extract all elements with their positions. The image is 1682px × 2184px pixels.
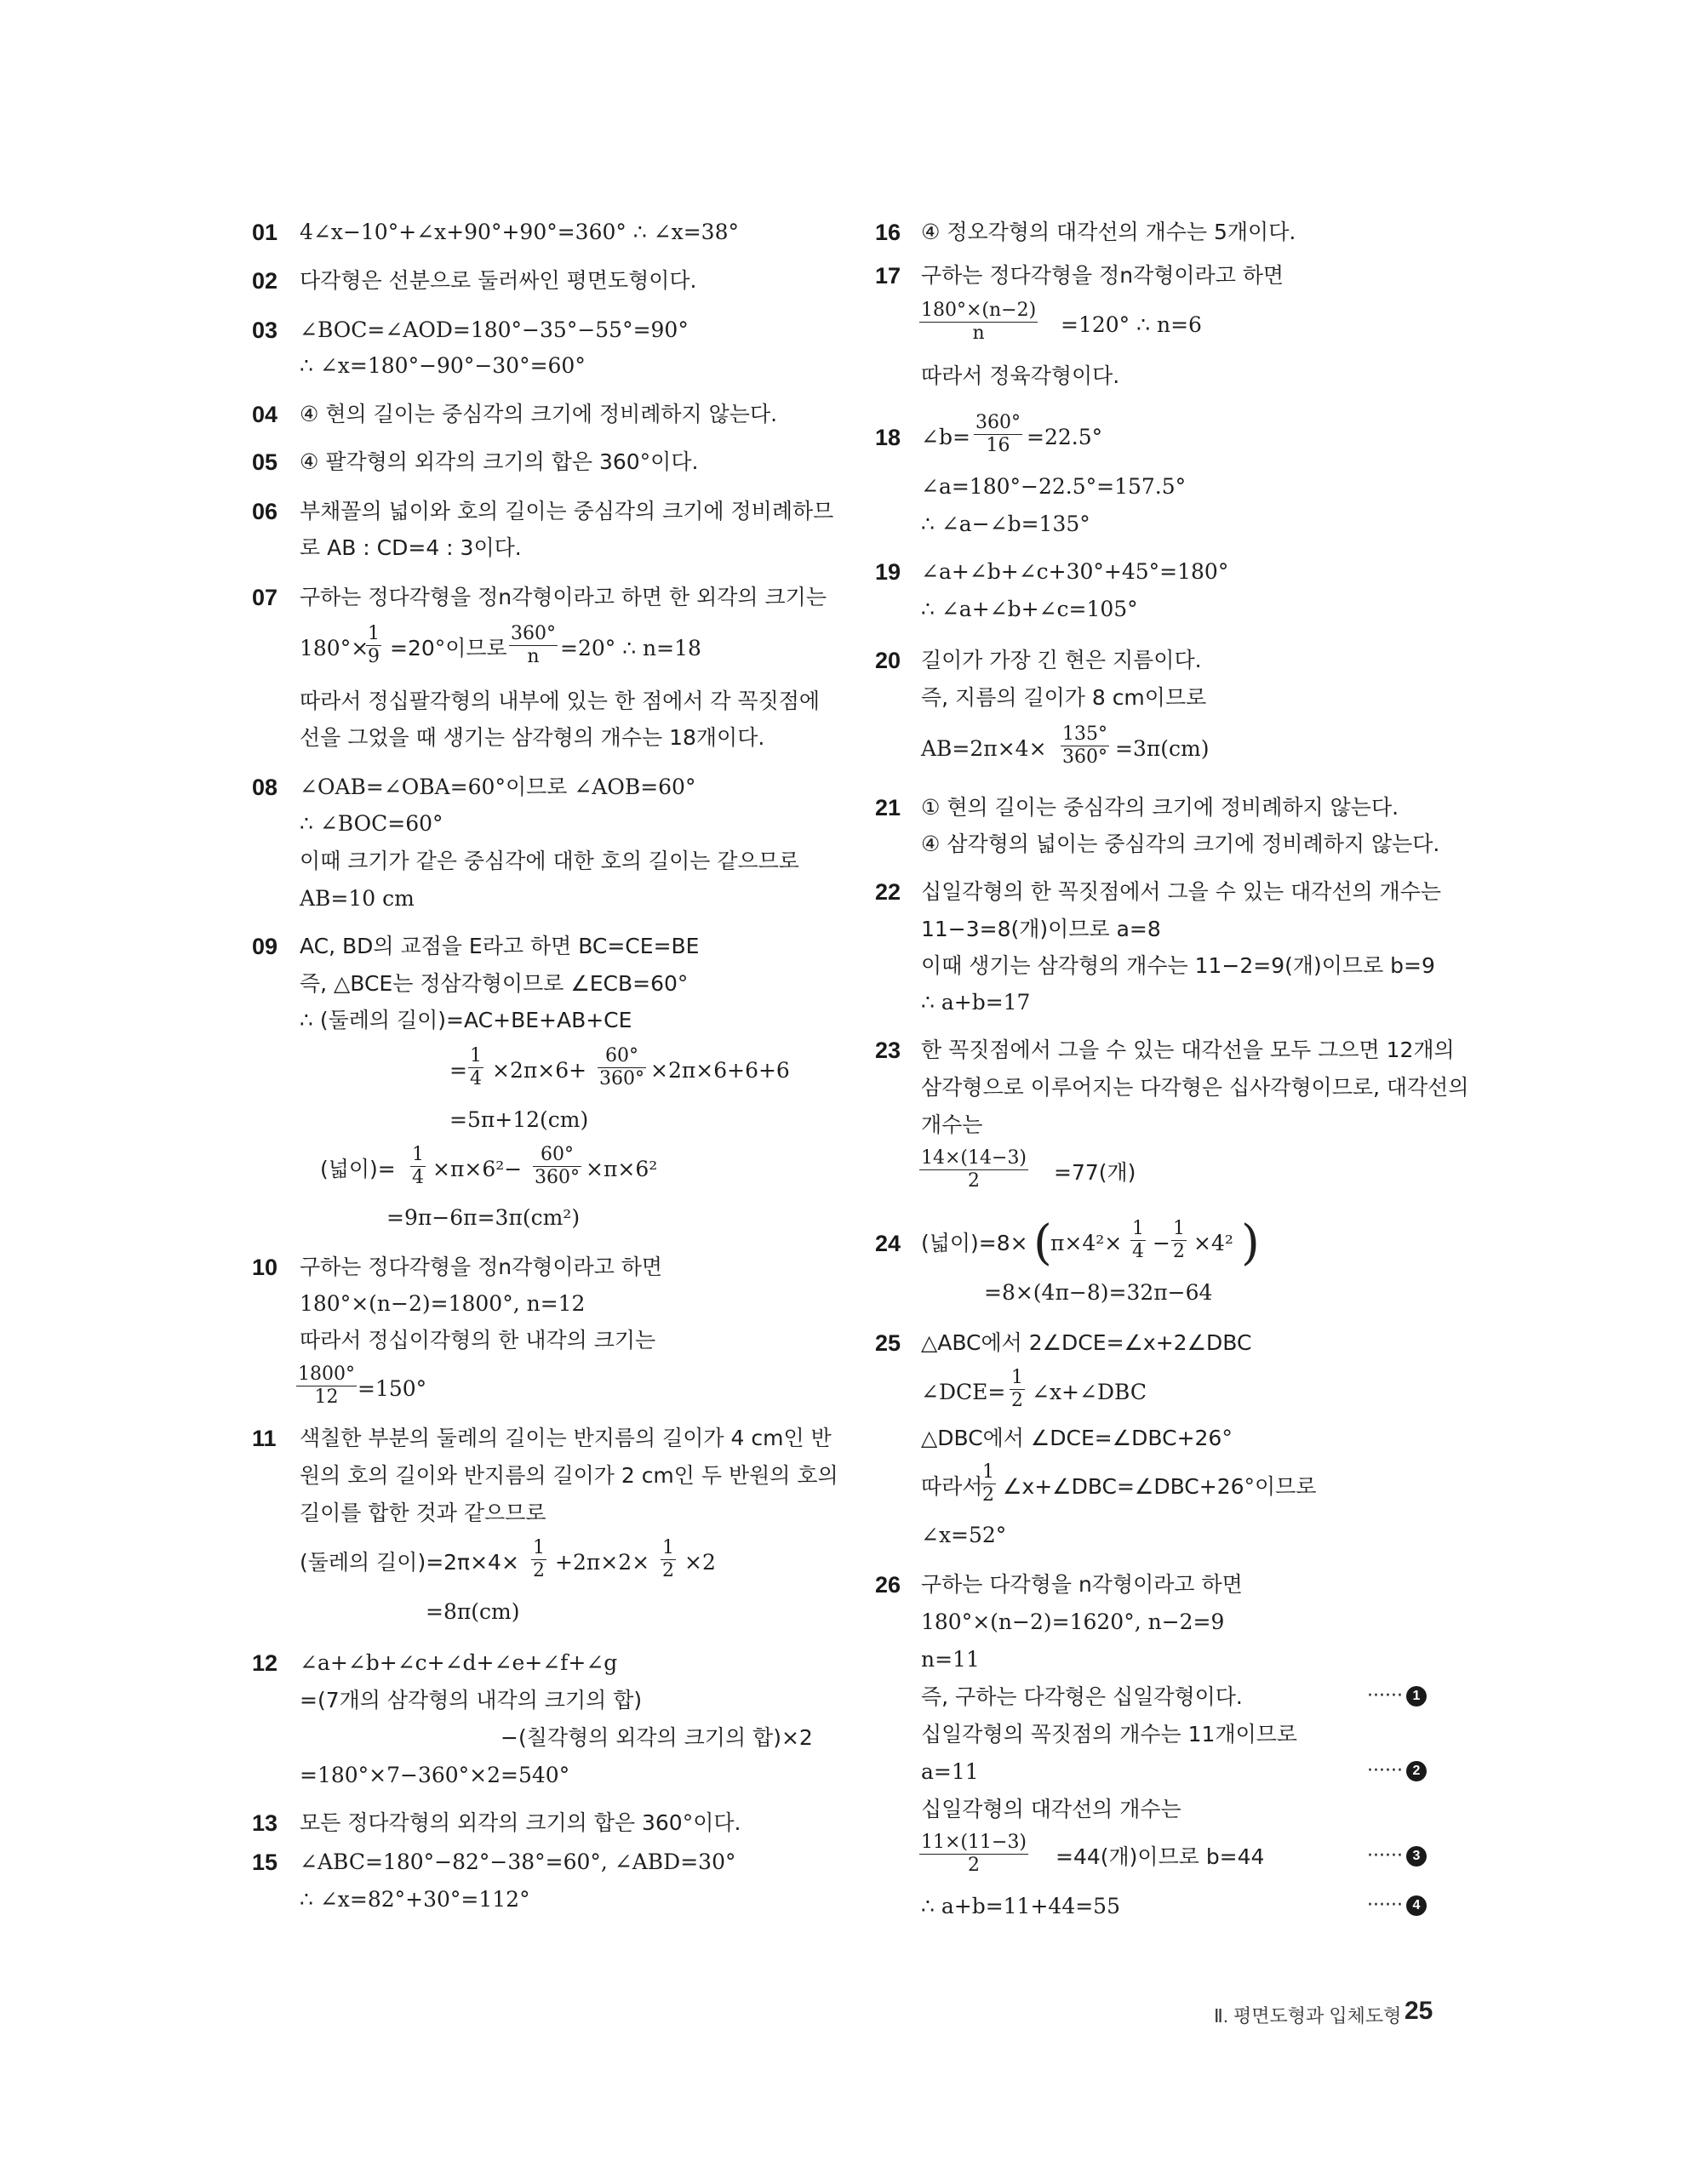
solution-line: 이때 생기는 삼각형의 개수는 11−2=9(개)이므로 b=9 xyxy=(921,953,1435,978)
problem-number: 11 xyxy=(252,1426,277,1451)
solution-line: − xyxy=(1153,1231,1170,1255)
solution-line: ×2π×6+6+6 xyxy=(650,1058,790,1083)
solution-line: ∴ ∠x=180°−90°−30°=60° xyxy=(300,353,586,378)
solution-line: 이때 크기가 같은 중심각에 대한 호의 길이는 같으므로 xyxy=(300,849,799,873)
solution-line: (넓이)=8× xyxy=(921,1231,1028,1255)
fraction: $\frac{60^\circ}{360^\circ}$ xyxy=(535,1144,580,1188)
fraction: $\frac{1}{9}$ xyxy=(368,623,380,667)
problem-number: 16 xyxy=(875,220,901,245)
solution-line: 십일각형의 한 꼭짓점에서 그을 수 있는 대각선의 개수는 xyxy=(921,879,1442,904)
solution-line: n=11 xyxy=(921,1647,980,1672)
solution-line: =20°이므로 xyxy=(390,636,507,660)
fraction: $\frac{1}{2}$ xyxy=(982,1461,994,1506)
solution-line: =180°×7−360°×2=540° xyxy=(300,1763,570,1787)
fraction: $\frac{1}{4}$ xyxy=(470,1045,482,1089)
solution-line: ∴ a+b=11+44=55 xyxy=(921,1894,1120,1918)
score-marker-2: ······ 2 xyxy=(1367,1760,1427,1781)
solution-line: 원의 호의 길이와 반지름의 길이가 2 cm인 두 반원의 호의 xyxy=(300,1463,838,1488)
problem-number: 01 xyxy=(252,220,278,245)
problem-number: 23 xyxy=(875,1038,901,1063)
solution-line: =44(개)이므로 b=44 xyxy=(1056,1844,1265,1869)
solution-line: a=11 xyxy=(921,1759,979,1784)
problem-number: 19 xyxy=(875,559,901,585)
problem-number: 08 xyxy=(252,775,278,800)
solution-line: 따라서 xyxy=(921,1474,983,1499)
solution-line: ∠ABC=180°−82°−38°=60°, ∠ABD=30° xyxy=(300,1850,736,1874)
solution-line: =5π+12(cm) xyxy=(449,1107,589,1132)
section-title: Ⅱ. 평면도형과 입체도형 xyxy=(1214,2005,1402,2027)
solution-line: =120° ∴ n=6 xyxy=(1061,312,1202,337)
fraction: $\frac{1}{4}$ xyxy=(412,1144,424,1188)
solution-line: (넓이)= xyxy=(320,1157,396,1181)
solution-line: 선을 그었을 때 생기는 삼각형의 개수는 18개이다. xyxy=(300,725,765,750)
solution-line: ×π×6² xyxy=(586,1157,658,1181)
solution-line: AC, BD의 교점을 E라고 하면 BC=CE=BE xyxy=(300,934,700,958)
solution-line: 로 AB : CD=4 : 3이다. xyxy=(300,535,522,560)
solution-line: =3π(cm) xyxy=(1115,736,1210,761)
problem-number: 13 xyxy=(252,1810,278,1836)
solution-line: ∠x=52° xyxy=(921,1523,1007,1547)
fraction: $\frac{1}{2}$ xyxy=(1173,1218,1185,1262)
solution-line: =(7개의 삼각형의 내각의 크기의 합) xyxy=(300,1688,643,1712)
circled-number-icon: 3 xyxy=(1406,1846,1427,1867)
solution-line: 180°×(n−2)=1620°, n−2=9 xyxy=(921,1609,1225,1634)
big-paren-open: ( xyxy=(1033,1215,1052,1271)
solution-line: =9π−6π=3π(cm²) xyxy=(386,1205,581,1230)
solution-line: =8×(4π−8)=32π−64 xyxy=(984,1280,1213,1305)
solution-line: 따라서 정십이각형의 한 내각의 크기는 xyxy=(300,1328,656,1352)
fraction: $\frac{135^\circ}{360^\circ}$ xyxy=(1062,723,1107,768)
solution-line: 180°× xyxy=(300,636,369,660)
problem-number: 22 xyxy=(875,879,901,905)
fraction: $\frac{1800^\circ}{12}$ xyxy=(298,1364,355,1408)
solution-line: −(칠각형의 외각의 크기의 합)×2 xyxy=(501,1725,813,1750)
score-marker-4: ······ 4 xyxy=(1367,1895,1427,1916)
solution-line: 따라서 정십팔각형의 내부에 있는 한 점에서 각 꼭짓점에 xyxy=(300,689,821,713)
solution-line: 즉, △BCE는 정삼각형이므로 ∠ECB=60° xyxy=(300,971,689,996)
page-number: 25 xyxy=(1405,1997,1433,2025)
fraction: $\frac{360^\circ}{n}$ xyxy=(511,623,556,667)
solution-line: 십일각형의 대각선의 개수는 xyxy=(921,1797,1181,1821)
solution-line: =150° xyxy=(358,1376,427,1401)
problem-number: 02 xyxy=(252,268,278,294)
solution-line: +2π×2× xyxy=(555,1550,650,1575)
solution-line: ∴ ∠BOC=60° xyxy=(300,811,443,836)
solution-line: ④ 정오각형의 대각선의 개수는 5개이다. xyxy=(921,220,1296,244)
solution-line: ×4² xyxy=(1193,1231,1233,1255)
solution-line: 구하는 정다각형을 정n각형이라고 하면 한 외각의 크기는 xyxy=(300,585,827,609)
solution-line: π×4²× xyxy=(1050,1231,1123,1255)
solution-line: 개수는 xyxy=(921,1112,983,1137)
fraction: $\frac{1}{2}$ xyxy=(1011,1367,1023,1411)
solution-line: ∴ ∠x=82°+30°=112° xyxy=(300,1887,530,1912)
problem-number: 03 xyxy=(252,317,278,343)
solution-line: ∴ ∠a−∠b=135° xyxy=(921,512,1090,536)
circled-number-icon: 1 xyxy=(1406,1686,1427,1707)
solution-line: ④ 현의 길이는 중심각의 크기에 정비례하지 않는다. xyxy=(300,402,778,426)
solution-line: 모든 정다각형의 외각의 크기의 합은 360°이다. xyxy=(300,1810,741,1835)
solution-line: 즉, 지름의 길이가 8 cm이므로 xyxy=(921,685,1207,710)
solution-line: ×π×6²− xyxy=(432,1157,523,1181)
solution-line: 삼각형으로 이루어지는 다각형은 십사각형이므로, 대각선의 xyxy=(921,1075,1469,1100)
solution-line: ∴ ∠a+∠b+∠c=105° xyxy=(921,597,1138,621)
solution-line: AB=2π×4× xyxy=(921,736,1047,761)
problem-number: 09 xyxy=(252,934,278,959)
solution-line: 십일각형의 꼭짓점의 개수는 11개이므로 xyxy=(921,1722,1298,1747)
solution-line: ④ 삼각형의 넓이는 중심각의 크기에 정비례하지 않는다. xyxy=(921,832,1440,856)
problem-number: 18 xyxy=(875,425,901,450)
problem-number: 25 xyxy=(875,1330,901,1356)
solution-line: =22.5° xyxy=(1027,425,1103,449)
solution-line: 4∠x−10°+∠x+90°+90°=360° ∴ ∠x=38° xyxy=(300,220,739,244)
solution-line: ④ 팔각형의 외각의 크기의 합은 360°이다. xyxy=(300,449,699,474)
score-marker-3: ······ 3 xyxy=(1367,1845,1427,1867)
solution-line: 다각형은 선분으로 둘러싸인 평면도형이다. xyxy=(300,268,697,293)
solution-line: △ABC에서 2∠DCE=∠x+2∠DBC xyxy=(921,1330,1252,1355)
solution-line: =8π(cm) xyxy=(426,1599,520,1624)
fraction: $\frac{60^\circ}{360^\circ}$ xyxy=(599,1045,644,1089)
fraction: $\frac{11\times(11-3)}{2}$ xyxy=(921,1832,1027,1876)
solution-line: ∠a+∠b+∠c+30°+45°=180° xyxy=(921,559,1229,584)
problem-number: 17 xyxy=(875,263,901,289)
big-paren-close: ) xyxy=(1241,1215,1260,1271)
problem-number: 07 xyxy=(252,585,278,610)
problem-number: 12 xyxy=(252,1650,278,1676)
solution-line: ∴ a+b=17 xyxy=(921,990,1031,1015)
solution-line: AB=10 cm xyxy=(300,886,415,911)
problem-number: 04 xyxy=(252,402,278,427)
solution-line: 구하는 다각형을 n각형이라고 하면 xyxy=(921,1572,1243,1597)
solution-line: 따라서 정육각형이다. xyxy=(921,363,1120,388)
solution-line: ∠b= xyxy=(921,425,970,449)
problem-number: 20 xyxy=(875,648,901,673)
problem-number: 15 xyxy=(252,1850,278,1875)
problem-number: 10 xyxy=(252,1255,278,1280)
solution-line: 색칠한 부분의 둘레의 길이는 반지름의 길이가 4 cm인 반 xyxy=(300,1426,832,1450)
fraction: $\frac{14\times(14-3)}{2}$ xyxy=(921,1147,1027,1192)
solution-line: ∴ (둘레의 길이)=AC+BE+AB+CE xyxy=(300,1008,632,1032)
solution-line: 즉, 구하는 다각형은 십일각형이다. xyxy=(921,1684,1243,1709)
solution-line: ∠BOC=∠AOD=180°−35°−55°=90° xyxy=(300,317,689,342)
problem-number: 06 xyxy=(252,499,278,524)
solution-line: = xyxy=(449,1058,467,1083)
fraction: $\frac{1}{4}$ xyxy=(1132,1218,1144,1262)
solution-line: ∠x+∠DBC xyxy=(1032,1380,1147,1404)
fraction: $\frac{1}{2}$ xyxy=(662,1537,674,1581)
solution-line: ×2π×6+ xyxy=(492,1058,587,1083)
problem-number: 26 xyxy=(875,1572,901,1598)
fraction: $\frac{180^\circ\times(n-2)}{n}$ xyxy=(921,300,1037,344)
solution-line: △DBC에서 ∠DCE=∠DBC+26° xyxy=(921,1426,1233,1450)
solution-line: =77(개) xyxy=(1054,1160,1136,1185)
solution-line: 구하는 정다각형을 정n각형이라고 하면 xyxy=(921,263,1284,288)
problem-number: 24 xyxy=(875,1231,901,1256)
solution-line: ×2 xyxy=(684,1550,716,1575)
solution-line: 길이가 가장 긴 현은 지름이다. xyxy=(921,648,1202,672)
problem-number: 21 xyxy=(875,795,901,820)
solution-line: ∠a=180°−22.5°=157.5° xyxy=(921,474,1187,499)
solution-line: ∠x+∠DBC=∠DBC+26°이므로 xyxy=(1003,1474,1317,1499)
solution-line: 부채꼴의 넓이와 호의 길이는 중심각의 크기에 정비례하므 xyxy=(300,499,834,523)
solution-line: ① 현의 길이는 중심각의 크기에 정비례하지 않는다. xyxy=(921,795,1399,820)
solution-line: 길이를 합한 것과 같으므로 xyxy=(300,1501,546,1525)
solution-line: ∠DCE= xyxy=(921,1380,1006,1404)
solution-line: 한 꼭짓점에서 그을 수 있는 대각선을 모두 그으면 12개의 xyxy=(921,1038,1455,1062)
solution-line: (둘레의 길이)=2π×4× xyxy=(300,1550,519,1575)
solution-line: ∠a+∠b+∠c+∠d+∠e+∠f+∠g xyxy=(300,1650,618,1675)
solution-line: =20° ∴ n=18 xyxy=(560,636,701,660)
circled-number-icon: 4 xyxy=(1406,1895,1427,1916)
solution-line: 구하는 정다각형을 정n각형이라고 하면 xyxy=(300,1255,663,1279)
solution-line: ∠OAB=∠OBA=60°이므로 ∠AOB=60° xyxy=(300,775,696,799)
fraction: $\frac{1}{2}$ xyxy=(533,1537,545,1581)
score-marker-1: ······ 1 xyxy=(1367,1685,1427,1707)
solution-line: 11−3=8(개)이므로 a=8 xyxy=(921,917,1161,941)
fraction: $\frac{360^\circ}{16}$ xyxy=(975,412,1021,456)
problem-number: 05 xyxy=(252,449,278,475)
circled-number-icon: 2 xyxy=(1406,1761,1427,1781)
solution-line: 180°×(n−2)=1800°, n=12 xyxy=(300,1291,586,1316)
